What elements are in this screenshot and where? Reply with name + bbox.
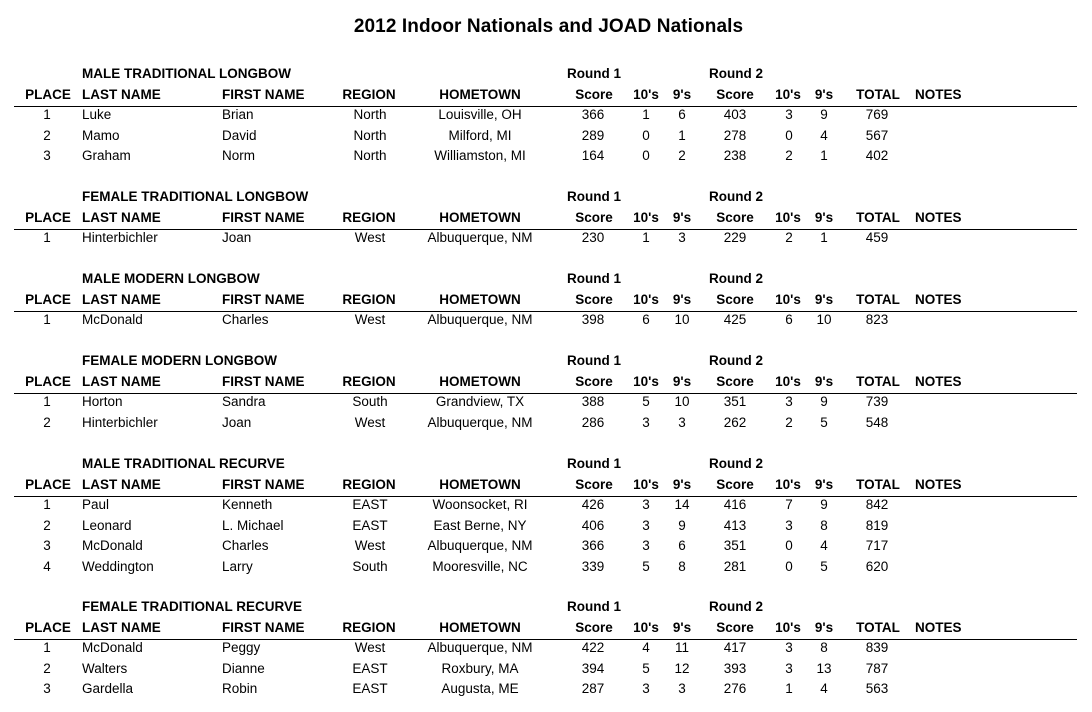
- cell-r2-9s: 10: [816, 312, 832, 327]
- round1-score-header: Score: [575, 87, 613, 102]
- round1-tens-header: 10's: [633, 210, 659, 225]
- table-row: [0, 661, 1092, 681]
- cell-r2-score: 403: [723, 107, 747, 122]
- notes-header: NOTES: [915, 210, 962, 225]
- cell-region: North: [353, 107, 387, 122]
- cell-r1-9s: 10: [674, 312, 690, 327]
- last-name-header: LAST NAME: [82, 374, 161, 389]
- cell-r1-9s: 10: [674, 394, 690, 409]
- cell-total: 842: [865, 497, 889, 512]
- region-header: REGION: [342, 210, 396, 225]
- cell-r2-9s: 4: [820, 538, 828, 554]
- cell-first: Norm: [222, 148, 255, 164]
- notes-header: NOTES: [915, 620, 962, 635]
- cell-r2-score: 416: [723, 497, 747, 512]
- round2-tens-header: 10's: [775, 292, 801, 307]
- round1-label: Round 1: [567, 456, 621, 471]
- hometown-header: HOMETOWN: [439, 210, 521, 225]
- notes-header: NOTES: [915, 292, 962, 307]
- cell-hometown: Mooresville, NC: [432, 559, 528, 575]
- cell-last: Luke: [82, 107, 112, 122]
- round1-nines-header: 9's: [672, 87, 692, 102]
- table-row: [0, 107, 1092, 127]
- cell-r2-score: 276: [723, 681, 747, 697]
- cell-r2-10s: 3: [785, 517, 793, 533]
- cell-r1-10s: 4: [642, 640, 650, 655]
- round2-nines-header: 9's: [814, 87, 834, 102]
- round2-score-header: Score: [716, 374, 754, 389]
- last-name-header: LAST NAME: [82, 210, 161, 225]
- cell-place: 4: [43, 559, 51, 575]
- total-header: TOTAL: [856, 620, 900, 635]
- cell-r2-10s: 3: [785, 107, 793, 122]
- round1-tens-header: 10's: [633, 87, 659, 102]
- round2-nines-header: 9's: [814, 210, 834, 225]
- table-row: [0, 497, 1092, 517]
- cell-r1-score: 339: [581, 559, 605, 575]
- cell-region: EAST: [352, 660, 388, 676]
- cell-hometown: Louisville, OH: [438, 107, 522, 122]
- cell-hometown: Albuquerque, NM: [427, 538, 533, 554]
- round1-nines-header: 9's: [672, 477, 692, 492]
- hometown-header: HOMETOWN: [439, 374, 521, 389]
- cell-region: EAST: [352, 681, 388, 697]
- cell-r1-9s: 6: [678, 107, 686, 122]
- cell-hometown: Albuquerque, NM: [427, 414, 533, 430]
- round1-tens-header: 10's: [633, 292, 659, 307]
- round1-tens-header: 10's: [633, 477, 659, 492]
- cell-place: 1: [43, 497, 51, 512]
- cell-r1-score: 366: [581, 107, 605, 122]
- cell-r2-10s: 0: [785, 559, 793, 575]
- cell-r1-10s: 6: [642, 312, 650, 327]
- cell-r1-10s: 1: [642, 107, 650, 122]
- cell-total: 839: [865, 640, 889, 655]
- cell-last: Horton: [82, 394, 123, 409]
- cell-total: 459: [865, 230, 889, 245]
- cell-place: 3: [43, 148, 51, 164]
- cell-r1-score: 398: [581, 312, 605, 327]
- total-header: TOTAL: [856, 292, 900, 307]
- cell-first: Joan: [222, 414, 252, 430]
- cell-r2-9s: 9: [820, 107, 828, 122]
- table-row: [0, 415, 1092, 435]
- notes-header: NOTES: [915, 477, 962, 492]
- round1-label: Round 1: [567, 66, 621, 81]
- region-header: REGION: [342, 87, 396, 102]
- round1-score-header: Score: [575, 210, 613, 225]
- round2-label: Round 2: [709, 66, 763, 81]
- cell-hometown: Milford, MI: [448, 127, 512, 143]
- cell-r1-9s: 14: [674, 497, 690, 512]
- cell-place: 2: [43, 127, 51, 143]
- cell-first: Brian: [222, 107, 254, 122]
- cell-total: 819: [865, 517, 889, 533]
- hometown-header: HOMETOWN: [439, 477, 521, 492]
- cell-first: Charles: [222, 538, 269, 554]
- cell-r1-score: 366: [581, 538, 605, 554]
- cell-r2-9s: 8: [820, 640, 828, 655]
- first-name-header: FIRST NAME: [222, 374, 305, 389]
- cell-last: Paul: [82, 497, 110, 512]
- cell-first: L. Michael: [222, 517, 284, 533]
- cell-r1-score: 426: [581, 497, 605, 512]
- cell-r1-score: 287: [581, 681, 605, 697]
- cell-r1-score: 388: [581, 394, 605, 409]
- cell-r2-9s: 5: [820, 414, 828, 430]
- place-header: PLACE: [25, 620, 71, 635]
- cell-place: 1: [43, 394, 51, 409]
- category-title: FEMALE TRADITIONAL RECURVE: [82, 599, 303, 614]
- table-row: [0, 128, 1092, 148]
- cell-place: 2: [43, 660, 51, 676]
- cell-r2-10s: 2: [785, 414, 793, 430]
- cell-r2-9s: 9: [820, 497, 828, 512]
- cell-r2-9s: 8: [820, 517, 828, 533]
- cell-r1-9s: 3: [678, 414, 686, 430]
- cell-last: McDonald: [82, 312, 143, 327]
- cell-r2-9s: 13: [816, 660, 832, 676]
- region-header: REGION: [342, 620, 396, 635]
- cell-r1-9s: 3: [678, 681, 686, 697]
- cell-last: Gardella: [82, 681, 134, 697]
- cell-total: 548: [865, 414, 889, 430]
- cell-r2-score: 229: [723, 230, 747, 245]
- cell-r1-9s: 12: [674, 660, 690, 676]
- cell-last: McDonald: [82, 538, 143, 554]
- cell-r1-score: 394: [581, 660, 605, 676]
- round2-label: Round 2: [709, 271, 763, 286]
- round1-tens-header: 10's: [633, 374, 659, 389]
- cell-last: Graham: [82, 148, 131, 164]
- cell-r1-score: 286: [581, 414, 605, 430]
- cell-r2-score: 238: [723, 148, 747, 164]
- cell-r2-10s: 1: [785, 681, 793, 697]
- cell-r2-score: 278: [723, 127, 747, 143]
- table-row: [0, 148, 1092, 168]
- cell-total: 739: [865, 394, 889, 409]
- cell-last: Hinterbichler: [82, 414, 158, 430]
- cell-r2-score: 351: [723, 394, 747, 409]
- region-header: REGION: [342, 292, 396, 307]
- cell-r2-10s: 0: [785, 538, 793, 554]
- cell-first: Joan: [222, 230, 252, 245]
- category-title: MALE MODERN LONGBOW: [82, 271, 260, 286]
- round2-tens-header: 10's: [775, 620, 801, 635]
- cell-r1-10s: 5: [642, 559, 650, 575]
- cell-region: North: [353, 148, 387, 164]
- document-title: 2012 Indoor Nationals and JOAD Nationals: [353, 16, 744, 37]
- cell-place: 1: [43, 640, 51, 655]
- round1-label: Round 1: [567, 189, 621, 204]
- round1-nines-header: 9's: [672, 620, 692, 635]
- total-header: TOTAL: [856, 477, 900, 492]
- first-name-header: FIRST NAME: [222, 477, 305, 492]
- cell-r1-9s: 6: [678, 538, 686, 554]
- total-header: TOTAL: [856, 374, 900, 389]
- cell-r2-10s: 6: [785, 312, 793, 327]
- cell-r2-score: 393: [723, 660, 747, 676]
- cell-hometown: Grandview, TX: [435, 394, 525, 409]
- cell-place: 1: [43, 312, 51, 327]
- cell-place: 2: [43, 414, 51, 430]
- table-row: [0, 538, 1092, 558]
- round1-label: Round 1: [567, 599, 621, 614]
- cell-hometown: East Berne, NY: [433, 517, 527, 533]
- cell-r2-10s: 3: [785, 640, 793, 655]
- cell-r2-9s: 1: [820, 230, 828, 245]
- cell-r1-score: 230: [581, 230, 605, 245]
- round2-score-header: Score: [716, 620, 754, 635]
- cell-r2-9s: 1: [820, 148, 828, 164]
- round2-nines-header: 9's: [814, 477, 834, 492]
- round1-label: Round 1: [567, 353, 621, 368]
- table-row: [0, 681, 1092, 701]
- region-header: REGION: [342, 477, 396, 492]
- place-header: PLACE: [25, 210, 71, 225]
- cell-region: West: [354, 538, 386, 554]
- cell-r1-10s: 1: [642, 230, 650, 245]
- table-row: [0, 559, 1092, 579]
- table-row: [0, 640, 1092, 660]
- hometown-header: HOMETOWN: [439, 620, 521, 635]
- cell-r1-10s: 3: [642, 538, 650, 554]
- table-row: [0, 230, 1092, 250]
- round2-label: Round 2: [709, 189, 763, 204]
- cell-r1-score: 422: [581, 640, 605, 655]
- cell-first: Peggy: [222, 640, 261, 655]
- hometown-header: HOMETOWN: [439, 87, 521, 102]
- last-name-header: LAST NAME: [82, 620, 161, 635]
- cell-r2-9s: 9: [820, 394, 828, 409]
- round2-score-header: Score: [716, 210, 754, 225]
- first-name-header: FIRST NAME: [222, 210, 305, 225]
- place-header: PLACE: [25, 477, 71, 492]
- hometown-header: HOMETOWN: [439, 292, 521, 307]
- cell-r2-score: 425: [723, 312, 747, 327]
- cell-hometown: Williamston, MI: [434, 148, 526, 164]
- cell-region: West: [354, 230, 386, 245]
- cell-r2-10s: 2: [785, 230, 793, 245]
- cell-hometown: Roxbury, MA: [441, 660, 519, 676]
- cell-r2-9s: 5: [820, 559, 828, 575]
- cell-r2-10s: 0: [785, 127, 793, 143]
- round2-score-header: Score: [716, 477, 754, 492]
- round1-score-header: Score: [575, 477, 613, 492]
- cell-r1-10s: 3: [642, 497, 650, 512]
- cell-r2-10s: 7: [785, 497, 793, 512]
- first-name-header: FIRST NAME: [222, 620, 305, 635]
- first-name-header: FIRST NAME: [222, 87, 305, 102]
- cell-last: Leonard: [82, 517, 132, 533]
- cell-region: West: [354, 312, 386, 327]
- cell-first: Charles: [222, 312, 269, 327]
- cell-first: Robin: [222, 681, 258, 697]
- cell-region: West: [354, 414, 386, 430]
- last-name-header: LAST NAME: [82, 87, 161, 102]
- round2-nines-header: 9's: [814, 620, 834, 635]
- cell-r2-score: 262: [723, 414, 747, 430]
- cell-r1-score: 164: [581, 148, 605, 164]
- cell-r2-9s: 4: [820, 127, 828, 143]
- cell-region: West: [354, 640, 386, 655]
- cell-total: 823: [865, 312, 889, 327]
- first-name-header: FIRST NAME: [222, 292, 305, 307]
- cell-r1-10s: 3: [642, 414, 650, 430]
- cell-r1-score: 289: [581, 127, 605, 143]
- cell-last: Weddington: [82, 559, 154, 575]
- cell-r1-10s: 0: [642, 127, 650, 143]
- cell-place: 1: [43, 230, 51, 245]
- round2-tens-header: 10's: [775, 87, 801, 102]
- cell-hometown: Augusta, ME: [441, 681, 519, 697]
- cell-r2-10s: 3: [785, 660, 793, 676]
- cell-r1-9s: 9: [678, 517, 686, 533]
- round2-label: Round 2: [709, 599, 763, 614]
- cell-region: South: [352, 394, 388, 409]
- total-header: TOTAL: [856, 210, 900, 225]
- cell-total: 787: [865, 660, 889, 676]
- cell-r1-10s: 0: [642, 148, 650, 164]
- category-title: FEMALE MODERN LONGBOW: [82, 353, 277, 368]
- round1-label: Round 1: [567, 271, 621, 286]
- place-header: PLACE: [25, 292, 71, 307]
- cell-region: South: [352, 559, 388, 575]
- cell-first: Kenneth: [222, 497, 273, 512]
- cell-first: David: [222, 127, 257, 143]
- cell-r2-10s: 3: [785, 394, 793, 409]
- cell-r1-9s: 8: [678, 559, 686, 575]
- cell-r2-score: 413: [723, 517, 747, 533]
- category-title: FEMALE TRADITIONAL LONGBOW: [82, 189, 309, 204]
- round1-nines-header: 9's: [672, 292, 692, 307]
- cell-r1-10s: 5: [642, 394, 650, 409]
- table-row: [0, 394, 1092, 414]
- cell-total: 717: [865, 538, 889, 554]
- table-row: [0, 312, 1092, 332]
- cell-hometown: Albuquerque, NM: [427, 312, 533, 327]
- notes-header: NOTES: [915, 374, 962, 389]
- cell-r1-10s: 5: [642, 660, 650, 676]
- category-title: MALE TRADITIONAL LONGBOW: [82, 66, 291, 81]
- cell-r2-score: 281: [723, 559, 747, 575]
- cell-last: Mamo: [82, 127, 120, 143]
- notes-header: NOTES: [915, 87, 962, 102]
- round1-nines-header: 9's: [672, 374, 692, 389]
- cell-hometown: Woonsocket, RI: [432, 497, 528, 512]
- cell-first: Dianne: [222, 660, 265, 676]
- cell-r1-score: 406: [581, 517, 605, 533]
- table-row: [0, 518, 1092, 538]
- cell-first: Larry: [222, 559, 253, 575]
- cell-region: EAST: [352, 517, 388, 533]
- cell-r2-score: 417: [723, 640, 747, 655]
- round1-score-header: Score: [575, 292, 613, 307]
- cell-place: 3: [43, 681, 51, 697]
- round2-label: Round 2: [709, 353, 763, 368]
- cell-r1-10s: 3: [642, 681, 650, 697]
- last-name-header: LAST NAME: [82, 292, 161, 307]
- cell-total: 567: [865, 127, 889, 143]
- cell-r2-score: 351: [723, 538, 747, 554]
- round2-label: Round 2: [709, 456, 763, 471]
- cell-r1-9s: 11: [674, 640, 690, 655]
- region-header: REGION: [342, 374, 396, 389]
- cell-r1-9s: 1: [678, 127, 686, 143]
- category-title: MALE TRADITIONAL RECURVE: [82, 456, 285, 471]
- round2-tens-header: 10's: [775, 477, 801, 492]
- cell-first: Sandra: [222, 394, 266, 409]
- round2-nines-header: 9's: [814, 374, 834, 389]
- cell-hometown: Albuquerque, NM: [427, 230, 533, 245]
- round1-score-header: Score: [575, 620, 613, 635]
- cell-total: 402: [865, 148, 889, 164]
- cell-last: Hinterbichler: [82, 230, 158, 245]
- total-header: TOTAL: [856, 87, 900, 102]
- round2-score-header: Score: [716, 292, 754, 307]
- cell-total: 769: [865, 107, 889, 122]
- round1-score-header: Score: [575, 374, 613, 389]
- cell-r2-10s: 2: [785, 148, 793, 164]
- round2-score-header: Score: [716, 87, 754, 102]
- round2-nines-header: 9's: [814, 292, 834, 307]
- cell-r1-9s: 2: [678, 148, 686, 164]
- cell-r1-9s: 3: [678, 230, 686, 245]
- round2-tens-header: 10's: [775, 210, 801, 225]
- place-header: PLACE: [25, 87, 71, 102]
- cell-region: North: [353, 127, 387, 143]
- cell-r1-10s: 3: [642, 517, 650, 533]
- last-name-header: LAST NAME: [82, 477, 161, 492]
- cell-r2-9s: 4: [820, 681, 828, 697]
- cell-hometown: Albuquerque, NM: [427, 640, 533, 655]
- cell-total: 563: [865, 681, 889, 697]
- cell-last: Walters: [82, 660, 128, 676]
- cell-total: 620: [865, 559, 889, 575]
- cell-place: 1: [43, 107, 51, 122]
- place-header: PLACE: [25, 374, 71, 389]
- round2-tens-header: 10's: [775, 374, 801, 389]
- round1-nines-header: 9's: [672, 210, 692, 225]
- round1-tens-header: 10's: [633, 620, 659, 635]
- cell-region: EAST: [352, 497, 388, 512]
- cell-last: McDonald: [82, 640, 143, 655]
- cell-place: 3: [43, 538, 51, 554]
- cell-place: 2: [43, 517, 51, 533]
